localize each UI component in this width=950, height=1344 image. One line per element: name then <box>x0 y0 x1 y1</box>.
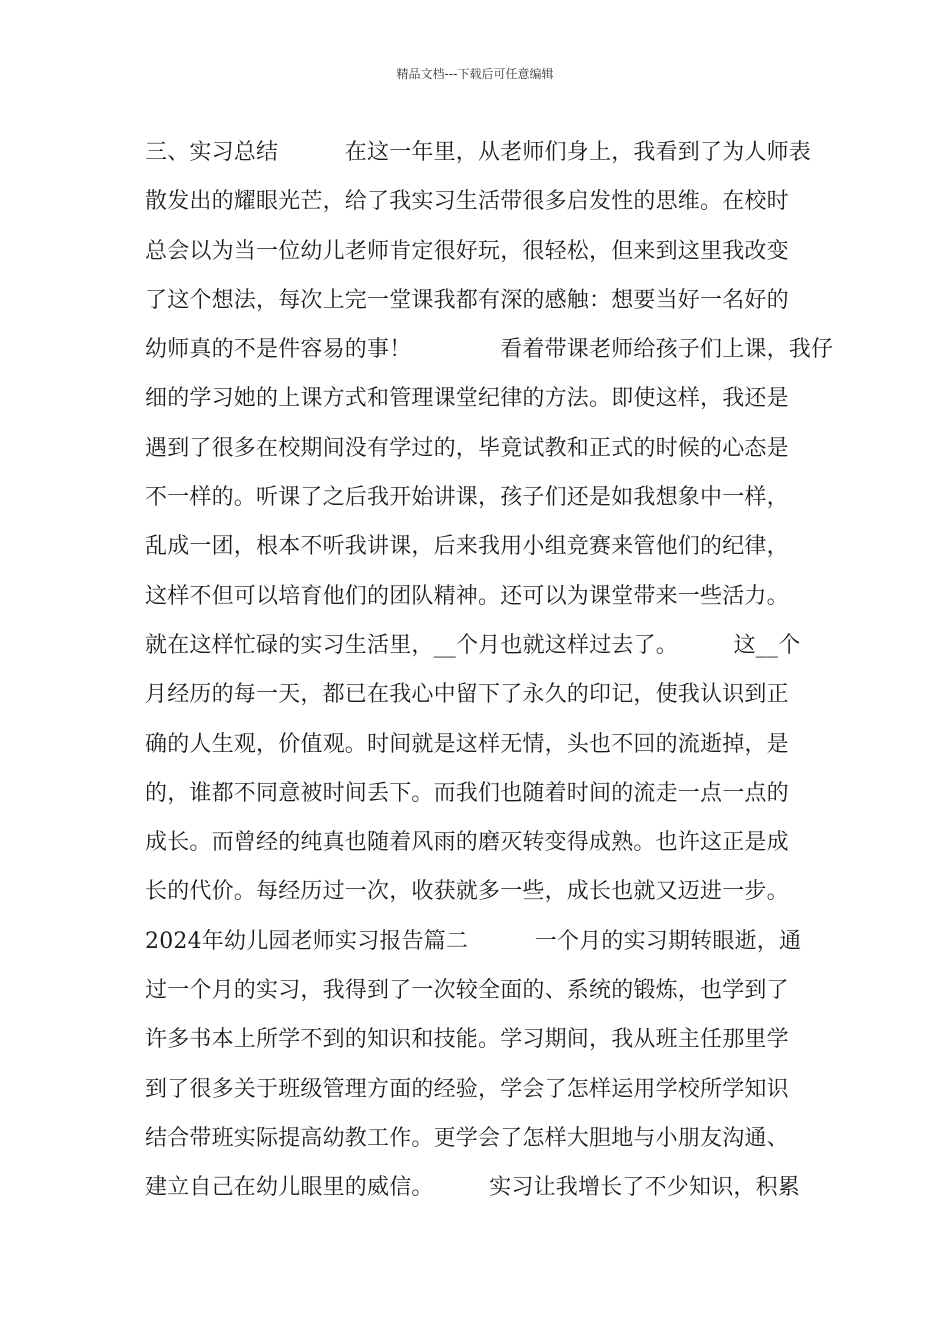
text-line: 幼师真的不是件容易的事！ 看着带课老师给孩子们上课，我仔 <box>145 337 834 363</box>
text-line: 就在这样忙碌的实习生活里，__个月也就这样过去了。 这__个 <box>145 632 801 658</box>
text-line: 2024年幼儿园老师实习报告篇二 一个月的实习期转眼逝，通 <box>145 928 802 954</box>
text-line: 过一个月的实习，我得到了一次较全面的、系统的锻炼，也学到了 <box>145 978 789 1004</box>
text-line: 细的学习她的上课方式和管理课堂纪律的方法。即使这样，我还是 <box>145 386 789 412</box>
text-line: 总会以为当一位幼儿老师肯定很好玩，很轻松，但来到这里我改变 <box>145 238 789 264</box>
text-line: 乱成一团，根本不听我讲课，后来我用小组竞赛来管他们的纪律， <box>145 534 789 560</box>
body-text <box>145 128 834 1213</box>
text-line: 确的人生观，价值观。时间就是这样无情，头也不回的流逝掉，是 <box>145 731 789 757</box>
text-line: 的，谁都不同意被时间丢下。而我们也随着时间的流走一点一点的 <box>145 780 789 806</box>
text-line: 到了很多关于班级管理方面的经验，学会了怎样运用学校所学知识 <box>145 1076 789 1102</box>
page-header: 精品文档---下载后可任意编辑 <box>396 67 554 81</box>
text-line: 散发出的耀眼光芒，给了我实习生活带很多启发性的思维。在校时 <box>145 189 789 215</box>
text-line: 长的代价。每经历过一次，收获就多一些，成长也就又迈进一步。 <box>145 879 789 905</box>
text-line: 遇到了很多在校期间没有学过的，毕竟试教和正式的时候的心态是 <box>145 435 789 461</box>
text-line: 三、实习总结 在这一年里，从老师们身上，我看到了为人师表 <box>145 140 812 165</box>
text-line: 许多书本上所学不到的知识和技能。学习期间，我从班主任那里学 <box>145 1027 789 1053</box>
text-line: 不一样的。听课了之后我开始讲课，孩子们还是如我想象中一样， <box>145 485 789 511</box>
text-line: 建立自己在幼儿眼里的威信。 实习让我增长了不少知识，积累 <box>145 1175 801 1201</box>
text-line: 了这个想法，每次上完一堂课我都有深的感触：想要当好一名好的 <box>145 287 789 313</box>
text-line: 月经历的每一天，都已在我心中留下了永久的印记，使我认识到正 <box>145 682 789 708</box>
text-line: 结合带班实际提高幼教工作。更学会了怎样大胆地与小朋友沟通、 <box>145 1125 789 1151</box>
text-line: 这样不但可以培育他们的团队精神。还可以为课堂带来一些活力。 <box>145 583 789 609</box>
text-line: 成长。而曾经的纯真也随着风雨的磨灭转变得成熟。也许这正是成 <box>145 830 789 856</box>
